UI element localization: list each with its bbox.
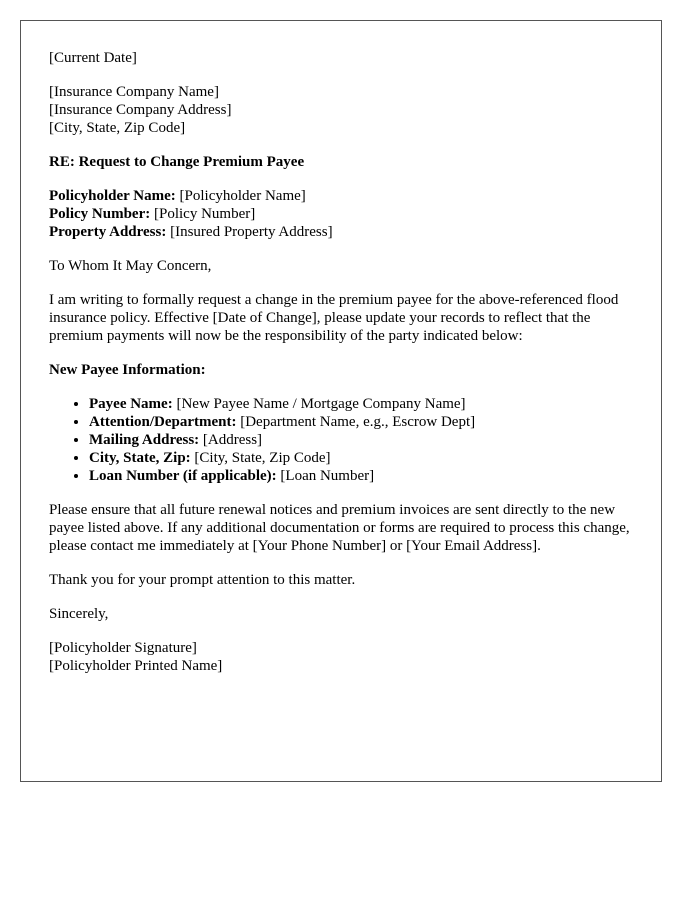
new-payee-value: [City, State, Zip Code] <box>194 450 331 466</box>
new-payee-label: City, State, Zip: <box>89 450 191 466</box>
policyholder-printed-name: [Policyholder Printed Name] <box>49 658 223 674</box>
insurance-company-address: [Insurance Company Address] <box>49 102 232 118</box>
signature-block <box>49 639 639 675</box>
new-payee-value: [Loan Number] <box>280 468 375 484</box>
policy-info-label: Policyholder Name: <box>49 188 176 204</box>
subject-line: RE: Request to Change Premium Payee <box>49 154 305 170</box>
body-paragraph-thanks: Thank you for your prompt attention to this matter. <box>49 572 356 588</box>
policy-info-row <box>49 205 639 223</box>
closing: Sincerely, <box>49 606 109 622</box>
new-payee-item <box>89 449 639 467</box>
body-paragraph-request: I am writing to formally request a change in the premium payee for the above-referenced flood insurance policy. Effective [Date of Change], please update your records to reflect that the premium payments will now be the responsibility of the party indicated below: <box>49 292 619 344</box>
current-date: [Current Date] <box>49 50 137 66</box>
letter-page <box>20 20 662 782</box>
letter-content <box>49 49 639 691</box>
new-payee-label: Mailing Address: <box>89 432 200 448</box>
policy-info-value: [Policy Number] <box>153 206 256 222</box>
new-payee-value: [Department Name, e.g., Escrow Dept] <box>240 414 476 430</box>
new-payee-item <box>89 431 639 449</box>
new-payee-label: Attention/Department: <box>89 414 237 430</box>
policy-info-value: [Insured Property Address] <box>170 224 333 240</box>
new-payee-list <box>49 395 639 485</box>
policy-info-label: Policy Number: <box>49 206 151 222</box>
policyholder-signature: [Policyholder Signature] <box>49 640 197 656</box>
policy-info-block <box>49 187 639 241</box>
salutation: To Whom It May Concern, <box>49 258 212 274</box>
policy-info-row <box>49 187 639 205</box>
date-block <box>49 49 639 67</box>
new-payee-label: Payee Name: <box>89 396 173 412</box>
new-payee-value: [Address] <box>202 432 263 448</box>
insurance-company-name: [Insurance Company Name] <box>49 84 219 100</box>
body-paragraph-instructions: Please ensure that all future renewal notices and premium invoices are sent directly to the new payee listed above. If any additional documentation or forms are required to process this change, please contact me immediately at [Your Phone Number] or [Your Email Address]. <box>49 502 630 554</box>
new-payee-item <box>89 395 639 413</box>
subject-block <box>49 153 639 171</box>
policy-info-row <box>49 223 639 241</box>
new-payee-heading: New Payee Information: <box>49 362 206 378</box>
new-payee-item <box>89 413 639 431</box>
new-payee-label: Loan Number (if applicable): <box>89 468 277 484</box>
new-payee-item <box>89 467 639 485</box>
new-payee-value: [New Payee Name / Mortgage Company Name] <box>176 396 466 412</box>
policy-info-value: [Policyholder Name] <box>179 188 306 204</box>
policy-info-label: Property Address: <box>49 224 167 240</box>
recipient-city-state-zip: [City, State, Zip Code] <box>49 120 186 136</box>
recipient-address-block <box>49 83 639 137</box>
